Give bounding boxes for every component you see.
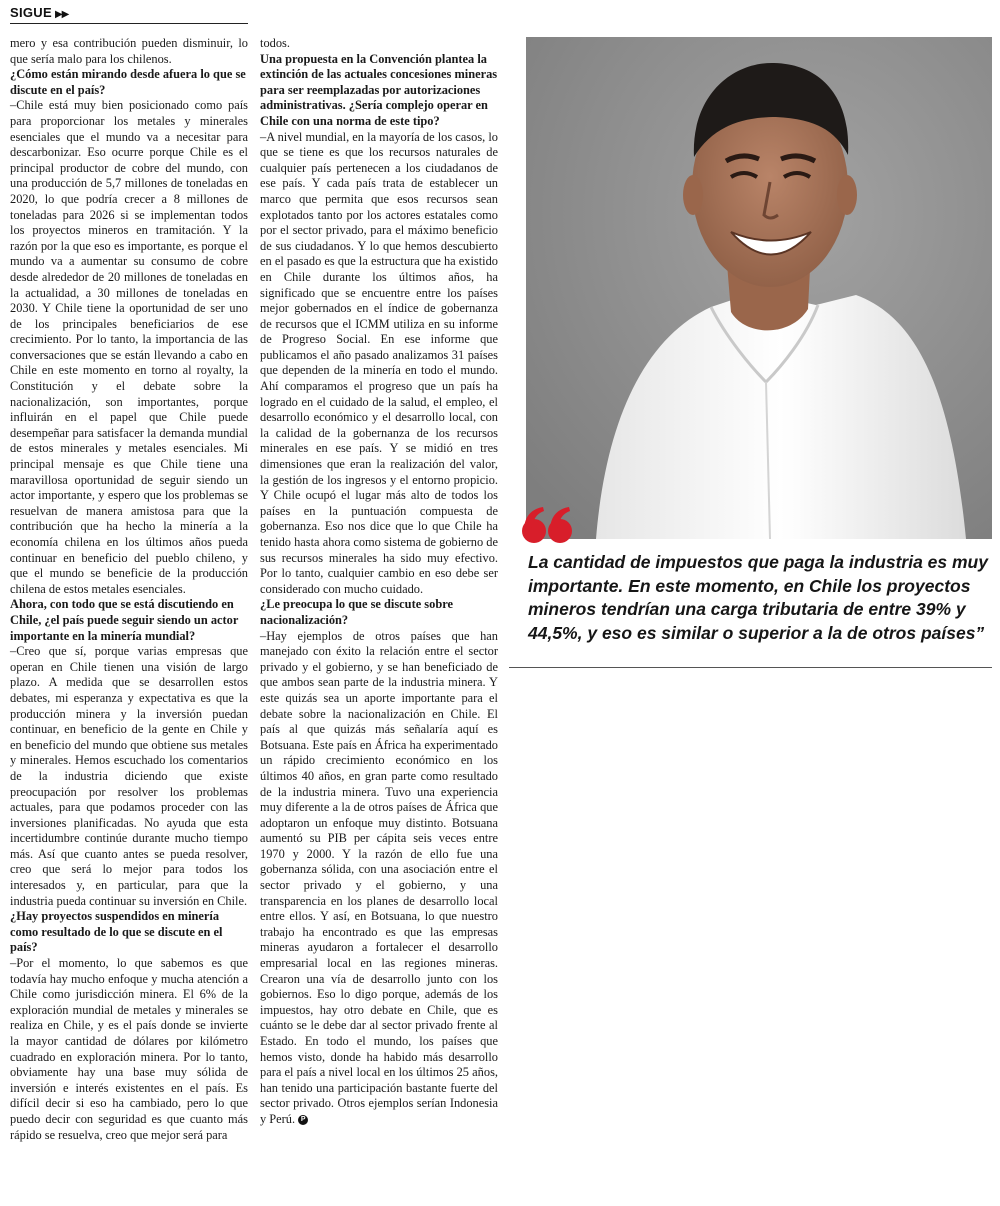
pull-quote: La cantidad de impuestos que paga la industria es muy importante. En este momento, en Chile los proyectos mineros tendrían una carga tributaria de entre 39% y 44,5%, y eso es similar o superior a la de otros países” <box>528 552 988 643</box>
pull-quote-divider <box>509 667 992 668</box>
quote-marks-icon <box>521 505 575 545</box>
header-divider <box>10 23 248 24</box>
end-of-article-icon: P <box>298 1115 308 1125</box>
answer-paragraph: –A nivel mundial, en la mayoría de los casos, lo que se tiene es que los recursos naturales de cualquier país pertenecen a los ciudadanos de ese país. Y cada país trata de establecer un marco que permita que esos recursos sean explotados tanto por los actores estatales como por el sector privado, para el máximo beneficio de sus ciudadanos. Y lo que hemos descubierto en el pasado es que la estructura que ha existido en Chile durante los últimos años, ha significado que se encuentre entre los países mejor gobernados en el índice de gobernanza de recursos que el ICMM utiliza en su informe de Progreso Social. En ese informe que publicamos el año pasado analizamos 31 países que dependen de la minería en todo el mundo. Ahí comparamos el progreso que un país ha logrado en el cuidado de la salud, el empleo, el desarrollo económico y el desarrollo local, con la calidad de la gobernanza de los recursos minerales en ese país. Y se midió en tres dimensiones que eran la realización del valor, la gestión de los ingresos y el entorno propicio. Y Chile ocupó el lugar más alto de todos los países en la puntuación compuesta de gobernanza. Eso nos dice que lo que Chile ha tenido hasta ahora como sistema de gobierno de sus recursos minerales ha sido muy efectivo. Por lo tanto, cualquier cambio en eso debe ser considerado con mucho cuidado. <box>260 129 498 596</box>
answer-paragraph: –Hay ejemplos de otros países que han manejado con éxito la relación entre el sector privado y el gobierno, y se han beneficiado de que ambos sean parte de la industria minera. Y este quizás sea un aporte importante para el debate sobre la nacionalización en Chile. El país al que quizás más señalaría aquí es Botsuana. Este país en África ha experimentado un rápido crecimiento económico en los últimos 40 años, en gran parte como resultado de la industria minera. Tuvo una experiencia muy diferente a la de otros países de África que adoptaron un enfoque muy distinto. Botsuana aumentó su PIB per cápita seis veces entre 1970 y 2000. Y la razón de ello fue una gobernanza sólida, con una asociación entre el sector privado y el gobierno, y una transparencia en los planes de desarrollo local entre ellos. Y así, en Botsuana, lo que nuestro trabajo ha encontrado es que las empresas mineras ayudaron a fortalecer el desarrollo empresarial local en las regiones mineras. Crearon una vía de desarrollo junto con los gobiernos. Eso lo digo porque, además de los impuestos, hay otro debate en Chile, que es cuánto se le debe dar al sector privado frente al Estado. En todo el mundo, los países que hemos visto, donde ha habido más desarrollo para el país a nivel local en los últimos 25 años, han tenido una participación bastante fuerte del sector privado. Otros ejemplos serían Indonesia y Perú. P <box>260 628 498 1126</box>
interview-question: ¿Hay proyectos suspendidos en minería como resultado de lo que se discute en el país? <box>10 909 223 955</box>
answer-paragraph: –Creo que sí, porque varias empresas que operan en Chile tienen una visión de largo plazo. A medida que se desarrollen estos debates, mi esperanza y expectativa es que la producción minera y la inversión puedan continuar, en beneficio de la gente en Chile y en beneficio del mundo que obtiene sus metales y minerales. Hemos escuchado los comentarios de la industria diciendo que existe preocupación por resolver los problemas actuales, para que podamos proceder con las inversiones planificadas. No ayuda que esta incertidumbre continúe durante mucho tiempo más. Así que cuanto antes se pueda resolver, creo que será lo mejor para todos los interesados y, en particular, para que la industria pueda continuar su inversión en Chile. <box>10 644 248 908</box>
answer-paragraph: mero y esa contribución pueden disminuir, lo que sería malo para los chilenos. <box>10 36 248 66</box>
answer-paragraph: todos. <box>260 36 290 50</box>
section-label: SIGUE <box>10 5 52 20</box>
portrait-illustration <box>526 37 992 539</box>
interview-question: ¿Le preocupa lo que se discute sobre nacionalización? <box>260 597 453 627</box>
interview-question: ¿Cómo están mirando desde afuera lo que se discute en el país? <box>10 67 246 97</box>
answer-paragraph: –Chile está muy bien posicionado como país para proporcionar los metales y minerales esenciales que el mundo va a necesitar para descarbonizar. Eso ocurre porque Chile es el principal productor de cobre del mundo, con una producción de 5,7 millones de toneladas en 2020, lo que podría crecer a 8 millones de toneladas para 2026 si se implementan todos los proyectos mineros en tramitación. Y la razón por la que eso es importante, es porque el mundo va a aumentar su consumo de cobre desde alrededor de 20 millones de toneladas en la actualidad, a 30 millones de toneladas en 2030. Y Chile tiene la oportunidad de ser uno de los principales beneficiarios de ese crecimiento. Por lo tanto, la importancia de las conversaciones que se están llevando a cabo en Chile en este momento en torno al royalty, la Constitución y el debate sobre la nacionalización, son importantes, porque influirán en el papel que Chile puede desempeñar para satisfacer la demanda mundial de estos minerales y metales esenciales. Mi principal mensaje es que Chile tiene una maravillosa oportunidad de seguir siendo un actor importante, y espero que los problemas se resuelvan de manera amistosa para que la contribución que ha hecho la minería a la economía chilena en los últimos años pueda continuar en beneficio del pueblo chileno, y que el mundo se beneficie de la producción chilena de estos metales esenciales. <box>10 98 248 596</box>
portrait-photo <box>526 37 992 539</box>
double-arrow-icon: ▶▶ <box>54 9 69 20</box>
article-column-1 <box>10 36 248 1143</box>
answer-paragraph: –Por el momento, lo que sabemos es que todavía hay mucho enfoque y mucha atención a Chile como jurisdicción minera. El 6% de la exploración mundial de metales y minerales se realiza en Chile, y es el país donde se invierte la mayor cantidad de dólares por kilómetro cuadrado en exploración minera. Por lo tanto, obviamente hay una base muy sólida de inversión e interés existentes en el país. Es difícil decir si eso ha cambiado, pero lo que puedo decir con seguridad es que cuanto más rápido se resuelva, creo que mejor será para <box>10 956 248 1142</box>
article-column-2 <box>260 36 498 1128</box>
section-header <box>10 5 68 20</box>
interview-question: Ahora, con todo que se está discutiendo en Chile, ¿el país puede seguir siendo un actor importante en la minería mundial? <box>10 597 239 643</box>
interview-question: Una propuesta en la Convención plantea la extinción de las actuales concesiones mineras para ser reemplazadas por autorizaciones administrativas. ¿Sería complejo operar en Chile con una norma de este tipo? <box>260 51 498 128</box>
